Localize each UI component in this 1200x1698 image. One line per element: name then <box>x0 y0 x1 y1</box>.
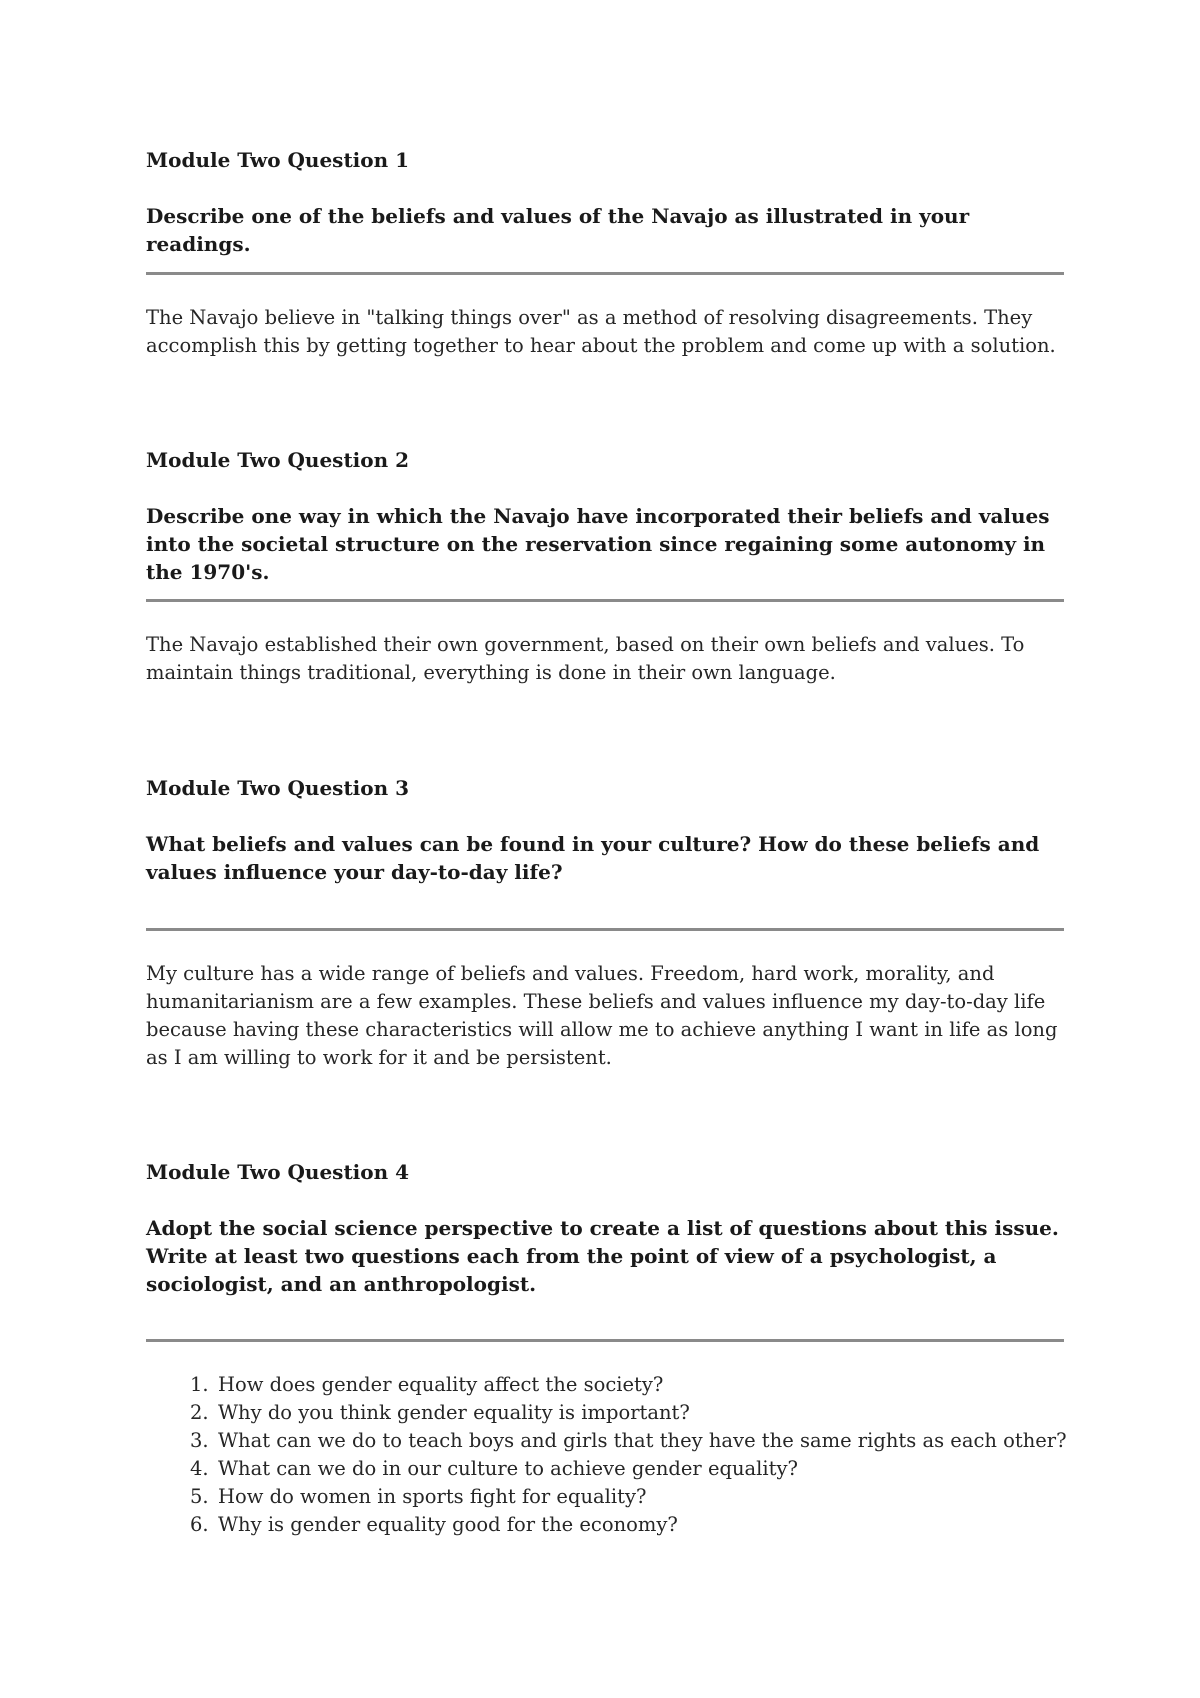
list-item-number: 4. <box>190 1457 209 1480</box>
list-item-text: Why do you think gender equality is important? <box>218 1401 690 1424</box>
question-prompt: Describe one of the beliefs and values of the Navajo as illustrated in your readings. <box>146 204 970 256</box>
answer-text: The Navajo established their own government, based on their own beliefs and values. To maintain things traditional, everything is done in their own language. <box>146 633 1025 684</box>
question-prompt: What beliefs and values can be found in your culture? How do these beliefs and values influence your day-to-day life? <box>146 832 1040 884</box>
answer-text: My culture has a wide range of beliefs and values. Freedom, hard work, morality, and humanitarianism are a few examples. These beliefs and values influence my day-to-day life because having these characteristics will allow me to achieve anything I want in life as long as I am willing to work for it and be persistent. <box>146 962 1058 1069</box>
question-section-3 <box>146 774 1064 1069</box>
question-section-2 <box>146 446 1064 684</box>
list-item-number: 2. <box>190 1401 209 1424</box>
section-heading: Module Two Question 2 <box>146 448 410 472</box>
section-heading: Module Two Question 1 <box>146 148 410 172</box>
divider-rule <box>146 599 1064 602</box>
list-item-text: What can we do in our culture to achieve gender equality? <box>218 1457 798 1480</box>
list-item <box>146 1427 1067 1455</box>
list-item-number: 5. <box>190 1485 209 1508</box>
question-section-1 <box>146 146 1064 357</box>
question-prompt: Adopt the social science perspective to create a list of questions about this issue. Write at least two questions each from the point of view of a psychologist, a sociologist, and an anthropologist. <box>146 1216 1059 1296</box>
list-item-number: 1. <box>190 1373 209 1396</box>
divider-rule <box>146 272 1064 275</box>
list-item-number: 6. <box>190 1513 209 1536</box>
list-item <box>146 1399 1064 1427</box>
list-item <box>146 1371 1064 1399</box>
answer-question-list <box>146 1371 1067 1539</box>
list-item-number: 3. <box>190 1429 209 1452</box>
answer-text: The Navajo believe in "talking things over" as a method of resolving disagreements. They accomplish this by getting together to hear about the problem and come up with a solution. <box>146 306 1056 357</box>
question-prompt: Describe one way in which the Navajo have incorporated their beliefs and values into the societal structure on the reservation since regaining some autonomy in the 1970's. <box>146 504 1050 584</box>
list-item <box>146 1483 1064 1511</box>
list-item-text: What can we do to teach boys and girls that they have the same rights as each other? <box>218 1429 1067 1452</box>
list-item-text: How does gender equality affect the society? <box>218 1373 664 1396</box>
section-heading: Module Two Question 3 <box>146 776 410 800</box>
divider-rule <box>146 1339 1064 1342</box>
list-item <box>146 1455 1064 1483</box>
divider-rule <box>146 928 1064 931</box>
list-item-text: How do women in sports fight for equality? <box>218 1485 647 1508</box>
question-section-4 <box>146 1158 1067 1536</box>
section-heading: Module Two Question 4 <box>146 1160 410 1184</box>
list-item <box>146 1511 1064 1539</box>
list-item-text: Why is gender equality good for the economy? <box>218 1513 678 1536</box>
